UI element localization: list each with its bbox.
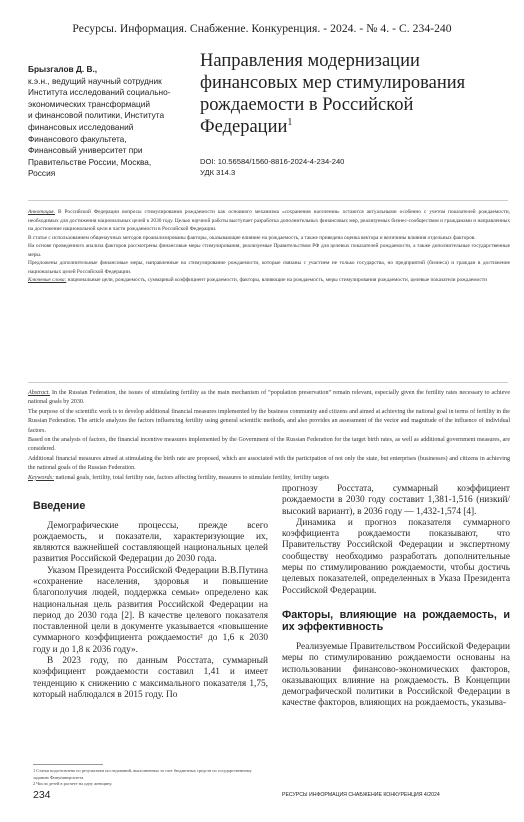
abstract-ru-p2: В статье с использованием общенаучных методов проанализированы факторы, оказывающие влияние на рождаемость, а также приведена оценка вектора и величины влияния отдельных факторов.: [28, 234, 476, 241]
author-block: [28, 64, 218, 180]
doi: DOI: 10.56584/1560-8816-2024-4-234-240: [200, 157, 345, 166]
author-name: Брызгалов Д. В.,: [28, 64, 98, 74]
affiliation-line: финансовых исследований: [28, 121, 134, 132]
footnotes: [33, 768, 265, 788]
footnote-divider: [33, 764, 103, 765]
body-right-column: [282, 484, 510, 710]
footer-journal: РЕСУРСЫ ИНФОРМАЦИЯ СНАБЖЕНИЕ КОНКУРЕНЦИЯ 4/2024: [282, 792, 440, 798]
factors-heading: Факторы, влияющие на рождаемость, и их эффективность: [282, 608, 510, 634]
intro-heading: Введение: [33, 500, 86, 512]
footnote-2: 2 Число детей в расчете на одну женщину.: [33, 781, 113, 787]
affiliation-line: Правительстве России, Москва,: [28, 156, 152, 167]
divider: [28, 200, 508, 201]
keywords-ru-label: Ключевые слова:: [28, 277, 67, 283]
affiliation-line: Института исследований социально-: [28, 87, 171, 98]
affiliation-line: экономических трансформаций: [28, 98, 151, 109]
body-paragraph: прогнозу Росстата, суммарный коэффициент рождаемости в 2030 году составит 1,381-1,516 (низкий/высокий вариант), в 2036 году — 1,432-1,574 [4].: [282, 484, 510, 517]
abstract-ru-label: Аннотация.: [28, 209, 55, 215]
abstract-ru-p3: На основе проведенного анализа факторов рассмотрены финансовые меры стимулирования, реализуемые Правительством РФ для целевых показателей рождаемости, а также дополнительные государственные меры.: [28, 243, 510, 258]
abstract-ru-p1: В Российской Федерации вопросы стимулирования рождаемости как основного механизма «сохранения населения» остаются актуальными особенно с учетом показателей рождаемости, необходимых для достижения национальных целей к 2030 году. Целью научной работы выступает разработка дополнительных финансовых мер, реализуемых бизнес-сообществом и гражданами и направленных на достижение национальной цели в части рождаемости в Российской Федерации.: [28, 209, 510, 232]
body-paragraph: Динамика и прогноз показателя суммарного коэффициента рождаемости показывают, что Правительству Российской Федерации и экспертному сообществу необходимо разработать дополнительные меры по стимулированию рождаемости, чтобы достичь целевых показателей, определенных в Указа Президента Российской Федерации.: [282, 517, 510, 596]
keywords-en-label: Keywords:: [28, 474, 54, 481]
abstract-ru: [28, 208, 510, 285]
title-footnote-mark: 1: [287, 116, 293, 128]
body-paragraph: Указом Президента Российской Федерации В.В.Путина «сохранение населения, здоровья и повышение благополучия людей, поддержка семьи» определено как национальная цель развития Российской Федерации на период до 2030 года [2]. В качестве целевого показателя поставленной цели в документе указывается «повышение суммарного коэффициента рождаемости² до 1,6 к 2030 году и до 1,8 к 2036 году».: [33, 565, 268, 655]
divider: [28, 382, 508, 383]
abstract-ru-p4: Предложены дополнительные финансовые меры, направленные на стимулирование рождаемости, которые связаны с участием не только государства, но предприятий (бизнеса) и граждан в достижение национальных целей Российской Федерации.: [28, 260, 510, 275]
affiliation-line: и финансовой политики, Института: [28, 110, 165, 121]
abstract-en-p4: Additional financial measures aimed at stimulating the birth rate are proposed, which are associated with the participation of not only the state, but enterprises (businesses) and citizens in achieving the national goals of the Russian Federation.: [28, 455, 510, 472]
abstract-en-p3: Based on the analysis of factors, the financial incentive measures implemented by the Government of the Russian Federation for the target birth rates, as well as additional government measures, are considered.: [28, 437, 510, 453]
affiliation-line: Россия: [28, 168, 56, 179]
article-title-text: Направления модернизации финансовых мер стимулирования рождаемости в Российской Федерации: [200, 51, 466, 137]
abstract-en-p2: The purpose of the scientific work is to develop additional financial measures implemented by the business community and citizens and aimed at achieving the national goal in terms of fertility in the Russian Federation. The article analyzes the factors influencing fertility using general scientific methods, and also provides an assessment of the vector and magnitude of the influence of individual factors.: [28, 408, 510, 434]
body-paragraph: Реализуемые Правительством Российской Федерации меры по стимулированию рождаемости основаны на использовании финансово-экономических факторов, оказывающих влияние на рождаемость. В Концепции демографической политики в Российской Федерации в качестве факторов, влияющих на рождаемость, указыва-: [282, 641, 510, 709]
abstract-en: [28, 389, 510, 483]
affiliation-line: Финансового факультета,: [28, 133, 127, 144]
keywords-en: national goals, fertility, total fertility rate, factors affecting fertility, measures to stimulate fertility, fertility targets: [55, 474, 329, 481]
body-paragraph: Демографические процессы, прежде всего рождаемость, и показатели, характеризующие их, являются важнейшей составляющей национальных целей развития Российской Федерации до 2030 года.: [33, 520, 268, 565]
journal-header: Ресурсы. Информация. Снабжение. Конкуренция. - 2024. - № 4. - С. 234-240: [72, 22, 452, 35]
footnote-1: 1 Статья подготовлена по результатам исследований, выполненных за счет бюджетных средств по государственному заданию Финуниверситета: [33, 768, 252, 780]
body-left-column: [33, 500, 268, 701]
page-number: 234: [33, 789, 51, 801]
abstract-en-p1: In the Russian Federation, the issues of stimulating fertility as the main mechanism of “population preservation” remain relevant, especially given the fertility rates necessary to achieve national goals by 2030.: [28, 390, 511, 406]
abstract-en-label: Abstract.: [28, 390, 51, 396]
article-title: [200, 50, 500, 138]
affiliation-line: к.э.н., ведущий научный сотрудник: [28, 75, 162, 86]
affiliation-line: Финансовый университет при: [28, 145, 143, 156]
identifiers: [200, 157, 344, 178]
udc: УДК 314.3: [200, 167, 236, 177]
keywords-ru: национальные цели, рождаемость, суммарный коэффициент рождаемости, факторы, влияющие на рождаемость, меры стимулирования рождаемости, целевые показатели рождаемости: [67, 277, 487, 283]
body-paragraph: В 2023 году, по данным Росстата, суммарный коэффициент рождаемости составил 1,41 и имеет тенденцию к снижению с максимального показателя 1,75, который наблюдался в 2015 году. По: [33, 656, 268, 700]
